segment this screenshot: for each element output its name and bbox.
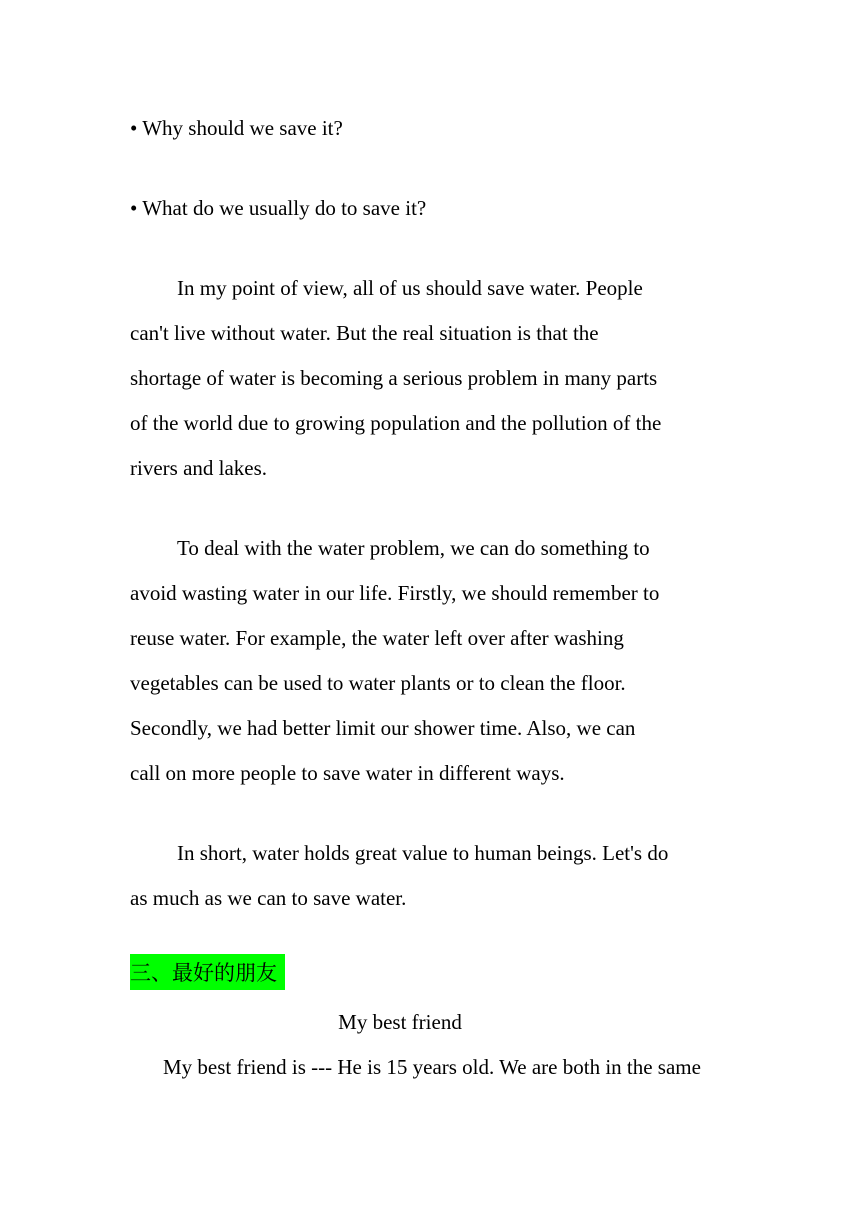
paragraph1-line: shortage of water is becoming a serious problem in many parts: [130, 366, 658, 390]
paragraph3-line: as much as we can to save water.: [130, 886, 407, 910]
paragraph2-line: vegetables can be used to water plants or to clean the floor.: [130, 671, 626, 695]
paragraph3-line: In short, water holds great value to human beings. Let's do: [177, 841, 669, 865]
paragraph2-line: call on more people to save water in different ways.: [130, 761, 565, 785]
essay-first-line: My best friend is --- He is 15 years old. We are both in the same: [163, 1055, 701, 1079]
bullet-how-save: • What do we usually do to save it?: [130, 196, 427, 220]
paragraph2-line: To deal with the water problem, we can do something to: [177, 536, 650, 560]
paragraph1-line: In my point of view, all of us should save water. People: [177, 276, 643, 300]
essay-title: My best friend: [338, 1010, 462, 1034]
section-heading-highlighted: 三、最好的朋友: [130, 954, 285, 990]
paragraph1-line: of the world due to growing population and the pollution of the: [130, 411, 662, 435]
paragraph2-line: Secondly, we had better limit our shower time. Also, we can: [130, 716, 636, 740]
bullet-why-save: • Why should we save it?: [130, 116, 343, 140]
paragraph2-line: reuse water. For example, the water left over after washing: [130, 626, 624, 650]
paragraph1-line: can't live without water. But the real situation is that the: [130, 321, 599, 345]
paragraph1-line: rivers and lakes.: [130, 456, 268, 480]
paragraph2-line: avoid wasting water in our life. Firstly, we should remember to: [130, 581, 660, 605]
